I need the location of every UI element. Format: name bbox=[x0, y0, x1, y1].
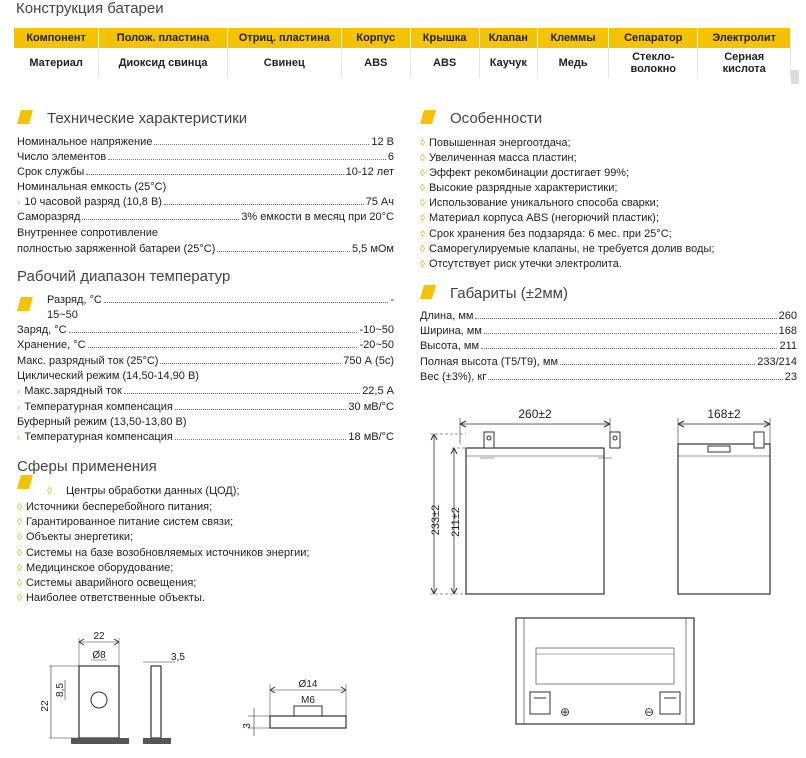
bolt-diameter-label: Ø14 bbox=[298, 679, 318, 690]
table-header-cell: Корпус bbox=[341, 28, 410, 48]
spec-row bbox=[17, 431, 394, 443]
table-header-cell: Крышка bbox=[410, 28, 479, 48]
chevron-right-icon: › bbox=[17, 402, 21, 413]
dot-leader bbox=[104, 302, 388, 303]
spec-label: Макс. разрядный ток (25°С) bbox=[17, 355, 159, 367]
diamond-bullet-icon: ◊ bbox=[17, 578, 22, 589]
dot-leader bbox=[69, 332, 358, 333]
list-item-text: Центры обработки данных (ЦОД); bbox=[65, 485, 240, 497]
spec-value: 5,5 мОм bbox=[351, 243, 394, 255]
spec-value: 22,5 А bbox=[362, 385, 394, 397]
terminal-height-label: 22 bbox=[40, 700, 51, 712]
section-accent-icon bbox=[420, 110, 436, 124]
table-cell: Медь bbox=[538, 48, 609, 78]
table-header-cell: Клеммы bbox=[538, 28, 609, 48]
spec-label: Длина, мм bbox=[420, 310, 474, 322]
list-item bbox=[420, 258, 622, 270]
spec-row bbox=[420, 356, 797, 368]
spec-label: Разряд, °С bbox=[47, 294, 102, 306]
spec-row bbox=[420, 340, 797, 352]
battery-top-view bbox=[510, 612, 700, 732]
spec-label: Высота, мм bbox=[420, 340, 480, 352]
bolt-height-label: 3 bbox=[242, 723, 253, 729]
spec-row bbox=[17, 355, 394, 367]
table-header-cell: Сепаратор bbox=[609, 28, 698, 48]
list-item bbox=[420, 243, 714, 255]
section-accent-icon bbox=[420, 285, 436, 299]
spec-value: 750 А (5с) bbox=[343, 355, 394, 367]
bolt-drawing bbox=[240, 676, 370, 746]
list-item bbox=[17, 577, 196, 589]
spec-value: 6 bbox=[387, 151, 394, 163]
spec-label: Номинальное напряжение bbox=[17, 136, 153, 148]
spec-label: Температурная компенсация bbox=[24, 401, 173, 413]
list-item bbox=[420, 167, 629, 179]
list-item-text: Увеличенная масса пластин; bbox=[428, 152, 577, 164]
list-item-text: Эффект рекомбинации достигает 99%; bbox=[428, 167, 630, 179]
spec-label: Число элементов bbox=[17, 151, 107, 163]
section-accent-icon bbox=[17, 297, 33, 311]
terminal-drawing bbox=[35, 630, 195, 750]
dot-leader bbox=[481, 348, 777, 349]
temp-title: Рабочий диапазон температур bbox=[17, 268, 231, 285]
diamond-bullet-icon: ◊ bbox=[420, 138, 425, 149]
list-item bbox=[17, 562, 173, 574]
list-item-text: Отсутствует риск утечки электролита. bbox=[428, 258, 622, 270]
spec-row bbox=[47, 294, 394, 306]
construction-header-row bbox=[14, 28, 791, 48]
spec-row bbox=[17, 243, 394, 255]
list-item bbox=[17, 592, 205, 604]
dot-leader bbox=[475, 318, 776, 319]
spec-row bbox=[420, 325, 797, 337]
chevron-right-icon: › bbox=[17, 432, 21, 443]
list-item bbox=[420, 182, 617, 194]
spec-value: 15~50 bbox=[47, 309, 78, 321]
spec-value: 233/214 bbox=[757, 356, 797, 368]
terminal-width-label: 22 bbox=[93, 631, 105, 642]
dot-leader bbox=[175, 409, 347, 410]
list-item bbox=[420, 197, 659, 209]
diamond-bullet-icon: ◊ bbox=[420, 198, 425, 209]
positive-terminal-icon: ⊕ bbox=[560, 705, 571, 719]
features-title: Особенности bbox=[450, 110, 543, 127]
terminal-hole-label: Ø8 bbox=[92, 650, 106, 661]
spec-label: Температурная компенсация bbox=[24, 431, 173, 443]
dot-leader bbox=[217, 251, 350, 252]
spec-value: 168 bbox=[778, 325, 797, 337]
section-accent-icon bbox=[17, 110, 33, 124]
dot-leader bbox=[164, 204, 364, 205]
list-item-text: Объекты энергетики; bbox=[25, 531, 134, 543]
base-hatch bbox=[143, 738, 171, 744]
list-item-text: Высокие разрядные характеристики; bbox=[428, 182, 618, 194]
dot-leader bbox=[560, 364, 755, 365]
base-hatch bbox=[71, 738, 129, 744]
list-item-text: Медицинское оборудование; bbox=[25, 562, 174, 574]
list-item bbox=[420, 152, 577, 164]
table-header-cell: Клапан bbox=[479, 28, 538, 48]
list-item bbox=[17, 516, 233, 528]
list-item bbox=[47, 485, 239, 497]
dot-leader bbox=[108, 159, 386, 160]
scroll-marker bbox=[791, 70, 799, 84]
diamond-bullet-icon: ◊ bbox=[420, 168, 425, 179]
width-dimension: 168±2 bbox=[707, 407, 741, 421]
construction-table bbox=[14, 28, 791, 78]
spec-label: Заряд, °С bbox=[17, 324, 67, 336]
table-cell: Каучук bbox=[479, 48, 538, 78]
diamond-bullet-icon: ◊ bbox=[420, 259, 425, 270]
table-cell: ABS bbox=[341, 48, 410, 78]
table-header-cell: Полож. пластина bbox=[99, 28, 227, 48]
diamond-bullet-icon: ◊ bbox=[17, 593, 22, 604]
spec-row bbox=[17, 324, 394, 336]
spec-label: Буферный режим (13,50-13,80 В) bbox=[17, 416, 187, 428]
spec-label: Циклический режим (14,50-14,90 В) bbox=[17, 370, 199, 382]
list-item-text: Системы аварийного освещения; bbox=[25, 577, 197, 589]
spec-row bbox=[420, 310, 797, 322]
diamond-bullet-icon: ◊ bbox=[17, 563, 22, 574]
page-title: Конструкция батареи bbox=[16, 0, 164, 17]
table-cell: Материал bbox=[14, 48, 99, 78]
spec-row bbox=[17, 136, 394, 148]
list-item-text: Использование уникального способа сварки; bbox=[428, 197, 659, 209]
diamond-bullet-icon: ◊ bbox=[17, 502, 22, 513]
spec-label: Ширина, мм bbox=[420, 325, 482, 337]
chevron-right-icon: › bbox=[17, 386, 21, 397]
spec-value: 3% емкости в месяц при 20°С bbox=[241, 211, 394, 223]
spec-label: Вес (±3%), кг bbox=[420, 371, 487, 383]
diamond-bullet-icon: ◊ bbox=[17, 532, 22, 543]
dims-title: Габариты (±2мм) bbox=[450, 285, 568, 302]
length-dimension: 260±2 bbox=[518, 407, 552, 421]
list-item-text: Наиболее ответственные объекты. bbox=[25, 592, 205, 604]
diamond-bullet-icon: ◊ bbox=[420, 229, 425, 240]
spec-row bbox=[17, 339, 394, 351]
diamond-bullet-icon: ◊ bbox=[17, 517, 22, 528]
list-item bbox=[17, 501, 212, 513]
list-item-text: Материал корпуса ABS (негорючий пластик); bbox=[428, 212, 659, 224]
dot-leader bbox=[82, 219, 239, 220]
diamond-bullet-icon: ◊ bbox=[420, 244, 425, 255]
spec-row bbox=[17, 211, 394, 223]
diamond-bullet-icon: ◊ bbox=[420, 183, 425, 194]
bolt-thread-label: M6 bbox=[301, 695, 315, 706]
spec-label: полностью заряженной батареи (25°С) bbox=[17, 243, 216, 255]
dot-leader bbox=[488, 379, 783, 380]
table-header-cell: Электролит bbox=[698, 28, 791, 48]
list-item-text: Источники бесперебойного питания; bbox=[25, 501, 213, 513]
table-cell: Серная кислота bbox=[698, 48, 791, 78]
spec-value: 75 Ач bbox=[365, 196, 394, 208]
construction-value-row bbox=[14, 48, 791, 78]
dot-leader bbox=[154, 144, 369, 145]
spec-label: Внутреннее сопротивление bbox=[17, 227, 158, 239]
list-item bbox=[420, 212, 659, 224]
spec-value: -10~50 bbox=[359, 324, 394, 336]
list-item bbox=[17, 547, 309, 559]
spec-label: Номинальная емкость (25°С) bbox=[17, 181, 167, 193]
spec-label: 10 часовой разряд (10,8 В) bbox=[24, 196, 162, 208]
spec-row bbox=[17, 385, 394, 397]
spec-label: Срок службы bbox=[17, 166, 85, 178]
table-header-cell: Компонент bbox=[14, 28, 99, 48]
table-cell: ABS bbox=[410, 48, 479, 78]
tech-title: Технические характеристики bbox=[47, 110, 248, 127]
diamond-bullet-icon: ◊ bbox=[420, 213, 425, 224]
table-cell: Свинец bbox=[227, 48, 341, 78]
dot-leader bbox=[124, 393, 360, 394]
chevron-right-icon: › bbox=[17, 197, 21, 208]
list-item-text: Системы на базе возобновляемых источников энергии; bbox=[25, 547, 310, 559]
section-accent-icon bbox=[17, 475, 33, 489]
list-item-text: Саморегулируемые клапаны, не требуется долив воды; bbox=[428, 243, 715, 255]
list-item bbox=[420, 228, 672, 240]
diamond-bullet-icon: ◊ bbox=[47, 486, 52, 497]
spec-label: Хранение, °С bbox=[17, 339, 86, 351]
spec-row bbox=[17, 151, 394, 163]
spec-value: 30 мВ/°С bbox=[348, 401, 394, 413]
diamond-bullet-icon: ◊ bbox=[420, 153, 425, 164]
spec-row bbox=[17, 401, 394, 413]
terminal-thickness-label: 3,5 bbox=[171, 652, 185, 663]
spec-value: 23 bbox=[784, 371, 797, 383]
height-dimension: 211±2 bbox=[450, 507, 462, 537]
spec-row bbox=[17, 196, 394, 208]
full-height-dimension: 233±2 bbox=[430, 504, 442, 536]
apps-title: Сферы применения bbox=[17, 458, 157, 475]
list-item-text: Повышенная энергоотдача; bbox=[428, 137, 571, 149]
negative-terminal-icon: ⊖ bbox=[644, 705, 655, 719]
dot-leader bbox=[88, 347, 358, 348]
spec-value: 10-12 лет bbox=[345, 166, 394, 178]
dot-leader bbox=[86, 174, 343, 175]
dot-leader bbox=[160, 363, 341, 364]
dot-leader bbox=[175, 439, 347, 440]
diamond-bullet-icon: ◊ bbox=[17, 548, 22, 559]
battery-dimension-drawing bbox=[420, 400, 800, 600]
spec-value: 211 bbox=[779, 340, 797, 352]
table-header-cell: Отриц. пластина bbox=[227, 28, 341, 48]
list-item-text: Срок хранения без подзаряда: 6 мес. при 25°С; bbox=[428, 228, 672, 240]
dot-leader bbox=[484, 333, 777, 334]
spec-row bbox=[420, 371, 797, 383]
terminal-offset-label: 8,5 bbox=[55, 683, 66, 697]
list-item bbox=[17, 531, 133, 543]
table-cell: Диоксид свинца bbox=[99, 48, 227, 78]
spec-value: - bbox=[390, 294, 394, 306]
spec-value: 12 В bbox=[371, 136, 394, 148]
spec-value: 18 мВ/°С bbox=[348, 431, 394, 443]
list-item bbox=[420, 137, 571, 149]
spec-label: Полная высота (Т5/Т9), мм bbox=[420, 356, 559, 368]
table-cell: Стекло- волокно bbox=[609, 48, 698, 78]
spec-value: 260 bbox=[778, 310, 797, 322]
spec-label: Макс.зарядный ток bbox=[24, 385, 122, 397]
spec-value: -20~50 bbox=[359, 339, 394, 351]
spec-row bbox=[17, 166, 394, 178]
spec-label: Саморазряд bbox=[17, 211, 81, 223]
list-item-text: Гарантированное питание систем связи; bbox=[25, 516, 234, 528]
